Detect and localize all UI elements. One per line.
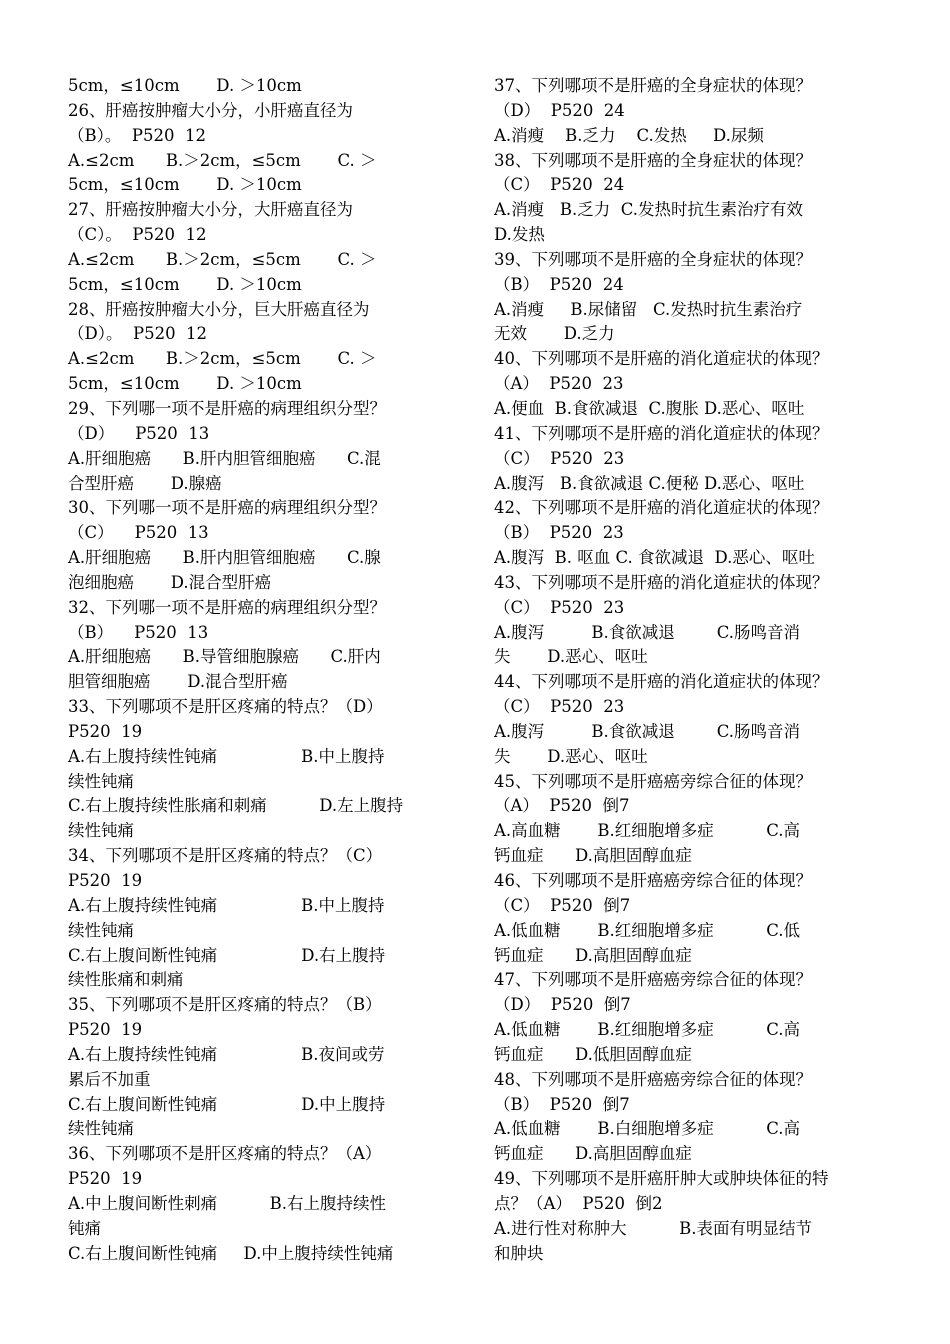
text-line: 合型肝癌 D.腺癌 [68,473,222,493]
text-line: 失 D.恶心、呕吐 [494,647,648,667]
text-line: 36、下列哪项不是肝区疼痛的特点？（A） [68,1144,382,1164]
text-line: 29、下列哪一项不是肝癌的病理组织分型？ [68,398,386,418]
text-line: A.消瘦 B.乏力 C.发热 D.尿频 [494,125,764,145]
text-line: 40、下列哪项不是肝癌的消化道症状的体现？ [494,349,829,369]
text-line: A.肝细胞癌 B.肝内胆管细胞癌 C.混 [68,448,381,468]
text-line: （C） P520 13 [68,523,209,543]
text-line: 和肿块 [494,1243,544,1263]
text-line: （C） P520 24 [494,175,625,195]
text-line: D.发热 [494,225,545,245]
text-line: A.腹泻 B.食欲减退 C.肠鸣音消 [494,721,800,741]
text-line: A.≤2cm B.＞2cm，≤5cm C. ＞ [68,249,377,269]
left-column [68,74,458,1267]
text-line: A.消瘦 B.尿储留 C.发热时抗生素治疗 [494,299,803,319]
text-line: P520 19 [68,871,143,890]
text-line: 续性胀痛和刺痛 [68,970,184,990]
text-line: 5cm，≤10cm D. ＞10cm [68,274,302,294]
text-line: （D） P520 倒7 [494,995,631,1015]
text-line: A.腹泻 B.食欲减退 C.肠鸣音消 [494,622,800,642]
text-line: 26、肝癌按肿瘤大小分，小肝癌直径为 [68,100,353,120]
text-line: 钙血症 D.高胆固醇血症 [494,846,692,866]
text-line: 34、下列哪项不是肝区疼痛的特点？（C） [68,846,383,866]
text-line: 35、下列哪项不是肝区疼痛的特点？（B） [68,995,382,1015]
text-line: A.进行性对称肿大 B.表面有明显结节 [494,1218,812,1238]
text-line: A.低血糖 B.红细胞增多症 C.高 [494,1020,800,1040]
text-line: A.腹泻 B. 呕血 C. 食欲减退 D.恶心、呕吐 [494,548,815,568]
text-line: A.高血糖 B.红细胞增多症 C.高 [494,821,800,841]
text-line: 累后不加重 [68,1069,151,1089]
text-line: （B） P520 23 [494,523,624,543]
text-line: 46、下列哪项不是肝癌癌旁综合征的体现？ [494,871,812,890]
text-line: 钙血症 D.高胆固醇血症 [494,945,692,965]
text-line: P520 19 [68,1020,143,1040]
text-line: （C）。 P520 12 [68,225,207,245]
text-line: 30、下列哪一项不是肝癌的病理组织分型？ [68,498,386,518]
text-line: （B） P520 24 [494,274,624,294]
text-line: 胆管细胞癌 D.混合型肝癌 [68,672,288,692]
text-line: A.右上腹持续性钝痛 B.中上腹持 [68,895,385,915]
text-line: A.右上腹持续性钝痛 B.中上腹持 [68,746,385,766]
text-line: A.≤2cm B.＞2cm，≤5cm C. ＞ [68,349,377,369]
text-line: P520 19 [68,721,143,741]
text-line: （A） P520 倒7 [494,796,630,816]
text-line: 5cm，≤10cm D. ＞10cm [68,76,302,95]
text-line: 39、下列哪项不是肝癌的全身症状的体现？ [494,249,812,269]
text-line: （B） P520 倒7 [494,1094,630,1114]
text-line: P520 19 [68,1169,143,1189]
text-line: 5cm，≤10cm D. ＞10cm [68,374,302,394]
text-line: A.消瘦 B.乏力 C.发热时抗生素治疗有效 [494,200,804,220]
text-line: 泡细胞癌 D.混合型肝癌 [68,572,272,592]
text-line: 续性钝痛 [68,920,134,940]
text-line: C.右上腹间断性钝痛 D.中上腹持续性钝痛 [68,1243,394,1263]
text-line: A.≤2cm B.＞2cm，≤5cm C. ＞ [68,150,377,170]
text-line: 钝痛 [68,1218,101,1238]
text-line: 续性钝痛 [68,821,134,841]
text-line: （C） P520 23 [494,597,625,617]
text-line: （C） P520 倒7 [494,895,631,915]
text-line: A.中上腹间断性刺痛 B.右上腹持续性 [68,1193,386,1213]
text-line: A.便血 B.食欲减退 C.腹胀 D.恶心、呕吐 [494,398,805,418]
text-line: 钙血症 D.低胆固醇血症 [494,1044,692,1064]
text-line: 33、下列哪项不是肝区疼痛的特点？（D） [68,697,383,717]
text-line: 失 D.恶心、呕吐 [494,746,648,766]
text-line: C.右上腹间断性钝痛 D.中上腹持 [68,1094,386,1114]
text-line: A.低血糖 B.红细胞增多症 C.低 [494,920,800,940]
text-line: （A） P520 23 [494,374,624,394]
text-line: A.肝细胞癌 B.肝内胆管细胞癌 C.腺 [68,548,381,568]
text-line: （D）。 P520 12 [68,324,208,344]
text-line: 47、下列哪项不是肝癌癌旁综合征的体现？ [494,970,812,990]
text-line: 43、下列哪项不是肝癌的消化道症状的体现？ [494,572,829,592]
text-line: A.右上腹持续性钝痛 B.夜间或劳 [68,1044,385,1064]
text-line: C.右上腹间断性钝痛 D.右上腹持 [68,945,386,965]
text-line: 48、下列哪项不是肝癌癌旁综合征的体现？ [494,1069,812,1089]
text-line: 38、下列哪项不是肝癌的全身症状的体现？ [494,150,812,170]
text-line: 49、下列哪项不是肝癌肝肿大或肿块体征的特 [494,1169,829,1189]
text-line: 钙血症 D.高胆固醇血症 [494,1144,692,1164]
text-line: （B）。 P520 12 [68,125,206,145]
text-line: 44、下列哪项不是肝癌的消化道症状的体现？ [494,672,829,692]
text-line: （C） P520 23 [494,697,625,717]
text-line: 续性钝痛 [68,771,134,791]
text-line: 28、肝癌按肿瘤大小分，巨大肝癌直径为 [68,299,370,319]
text-line: 37、下列哪项不是肝癌的全身症状的体现？ [494,76,812,95]
text-line: 41、下列哪项不是肝癌的消化道症状的体现？ [494,423,829,443]
text-line: A.腹泻 B.食欲减退 C.便秘 D.恶心、呕吐 [494,473,805,493]
right-column [494,74,882,1267]
text-line: 32、下列哪一项不是肝癌的病理组织分型？ [68,597,386,617]
text-line: 5cm，≤10cm D. ＞10cm [68,175,302,195]
text-line: 45、下列哪项不是肝癌癌旁综合征的体现？ [494,771,812,791]
text-line: 42、下列哪项不是肝癌的消化道症状的体现？ [494,498,829,518]
text-line: 无效 D.乏力 [494,324,615,344]
text-line: （D） P520 13 [68,423,210,443]
text-line: A.肝细胞癌 B.导管细胞腺癌 C.肝内 [68,647,381,667]
text-line: （B） P520 13 [68,622,209,642]
text-line: 27、肝癌按肿瘤大小分，大肝癌直径为 [68,200,353,220]
text-line: （C） P520 23 [494,448,625,468]
text-line: （D） P520 24 [494,100,625,120]
text-line: 续性钝痛 [68,1119,134,1139]
text-line: C.右上腹持续性胀痛和刺痛 D.左上腹持 [68,796,404,816]
text-line: 点？（A） P520 倒2 [494,1193,663,1213]
text-line: A.低血糖 B.白细胞增多症 C.高 [494,1119,800,1139]
